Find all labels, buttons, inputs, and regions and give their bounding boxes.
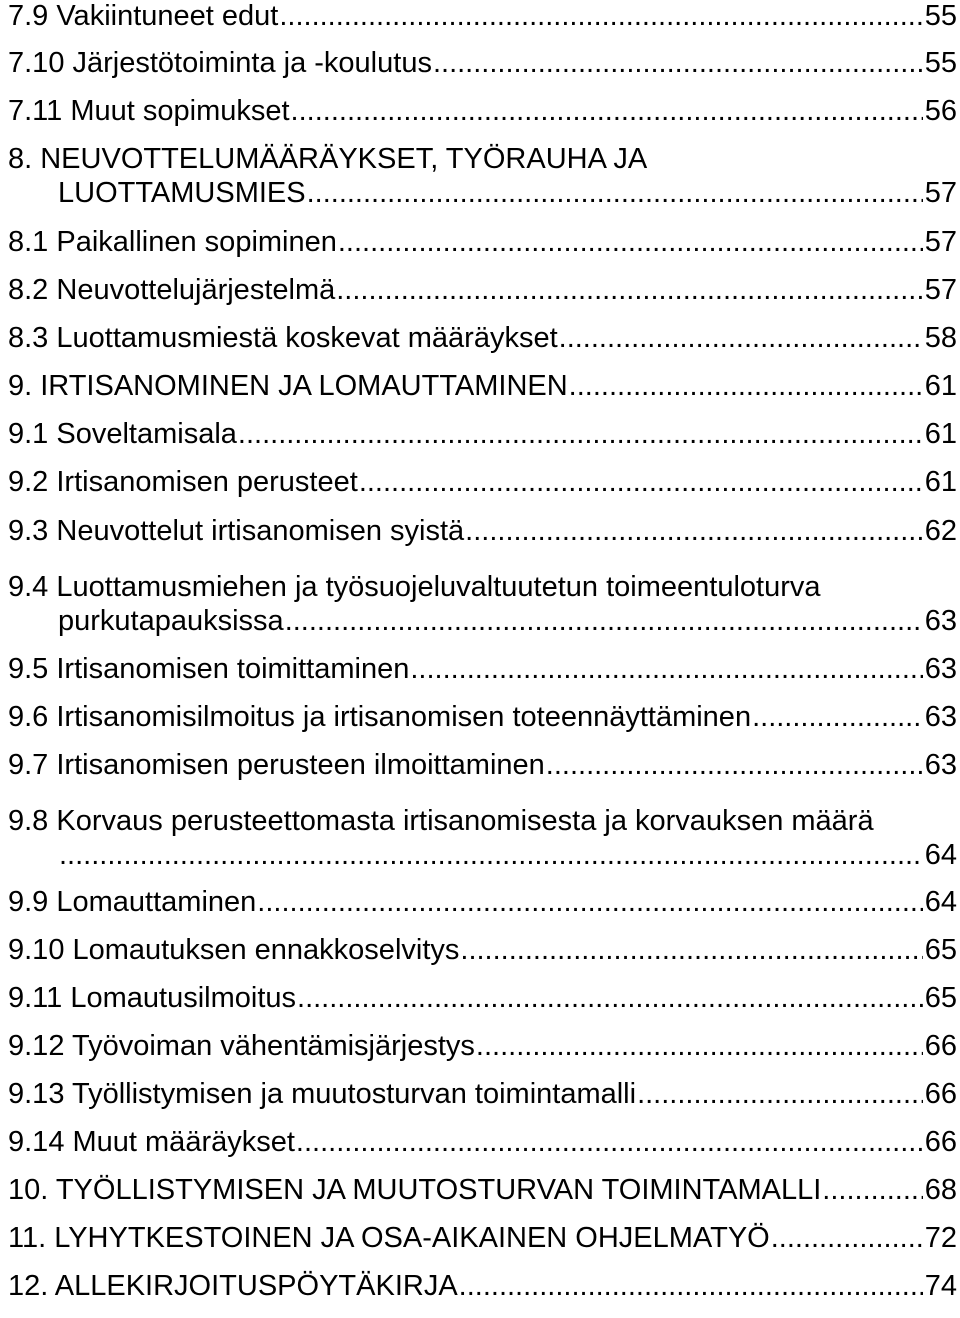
dot-leader <box>257 886 922 918</box>
toc-page-number: 61 <box>924 370 957 402</box>
toc-entry[interactable] <box>0 1174 960 1222</box>
toc-entry-title: 9.3 Neuvottelut irtisanomisen syistä <box>8 515 465 547</box>
toc-entry[interactable] <box>0 1030 960 1078</box>
toc-entry-title: 8.1 Paikallinen sopiminen <box>8 226 337 258</box>
toc-page-number: 66 <box>924 1030 957 1062</box>
dot-leader <box>433 47 923 79</box>
dot-leader <box>465 515 923 547</box>
toc-page-number: 55 <box>924 47 957 79</box>
toc-entry-title: 7.10 Järjestötoiminta ja -koulutus <box>8 47 432 79</box>
toc-page-number: 63 <box>924 701 957 733</box>
toc-entry[interactable] <box>0 226 960 274</box>
toc-entry-title: 9.8 Korvaus perusteettomasta irtisanomisesta ja korvauksen määrä <box>8 805 874 837</box>
toc-page-number: 63 <box>924 653 957 685</box>
toc-entry-title: 9. IRTISANOMINEN JA LOMAUTTAMINEN <box>8 370 568 402</box>
toc-entry[interactable] <box>0 95 960 143</box>
toc-entry[interactable] <box>0 886 960 934</box>
toc-page-number: 57 <box>924 226 957 258</box>
toc-page-number: 66 <box>924 1126 957 1158</box>
toc-entry-title: 10. TYÖLLISTYMISEN JA MUUTOSTURVAN TOIMINTAMALLI <box>8 1174 822 1206</box>
toc-entry[interactable] <box>0 1078 960 1126</box>
dot-leader <box>569 370 923 402</box>
dot-leader <box>476 1030 923 1062</box>
dot-leader <box>771 1222 923 1254</box>
toc-entry[interactable] <box>0 370 960 418</box>
dot-leader <box>279 0 922 32</box>
toc-page-number: 66 <box>924 1078 957 1110</box>
dot-leader <box>238 418 923 450</box>
toc-entry[interactable] <box>0 418 960 466</box>
toc-entry[interactable] <box>0 322 960 370</box>
dot-leader <box>546 749 923 781</box>
toc-entry-title: 12. ALLEKIRJOITUSPÖYTÄKIRJA <box>8 1270 458 1302</box>
toc-entry[interactable] <box>0 1270 960 1318</box>
toc-page-number: 63 <box>924 605 957 637</box>
toc-entry[interactable] <box>0 805 960 887</box>
toc-page-number: 58 <box>924 322 957 354</box>
toc-entry[interactable] <box>0 274 960 322</box>
toc-page-number: 64 <box>924 839 957 871</box>
toc-page-number: 55 <box>924 0 957 32</box>
toc-entry-title: 9.6 Irtisanomisilmoitus ja irtisanomisen toteennäyttäminen <box>8 701 752 733</box>
toc-page-number: 72 <box>924 1222 957 1254</box>
toc-page-number: 65 <box>924 982 957 1014</box>
dot-leader <box>338 226 923 258</box>
dot-leader <box>59 839 923 871</box>
toc-page-number: 57 <box>924 177 957 209</box>
toc-page-number: 74 <box>924 1270 957 1302</box>
dot-leader <box>822 1174 922 1206</box>
toc-entry[interactable] <box>0 143 960 225</box>
toc-page-number: 63 <box>924 749 957 781</box>
toc-page-number: 56 <box>924 95 957 127</box>
toc-entry[interactable] <box>0 1222 960 1270</box>
toc-page-number: 61 <box>924 466 957 498</box>
toc-entry[interactable] <box>0 653 960 701</box>
toc-page-number: 62 <box>924 515 957 547</box>
toc-page-number: 64 <box>924 886 957 918</box>
toc-entry-title: 9.10 Lomautuksen ennakkoselvitys <box>8 934 460 966</box>
toc-page-number: 61 <box>924 418 957 450</box>
dot-leader <box>307 177 923 209</box>
dot-leader <box>291 95 923 127</box>
dot-leader <box>359 466 923 498</box>
toc-entry-title-continued: LUOTTAMUSMIES <box>58 177 306 209</box>
toc-entry[interactable] <box>0 466 960 514</box>
dot-leader <box>410 653 922 685</box>
toc-entry-title: 11. LYHYTKESTOINEN JA OSA-AIKAINEN OHJELMATYÖ <box>8 1222 770 1254</box>
toc-entry-title: 7.11 Muut sopimukset <box>8 95 290 127</box>
toc-entry[interactable] <box>0 0 960 48</box>
toc-entry-title: 9.4 Luottamusmiehen ja työsuojeluvaltuutetun toimeentuloturva <box>8 571 821 603</box>
toc-entry-title: 8.3 Luottamusmiestä koskevat määräykset <box>8 322 558 354</box>
toc-entry-title: 9.14 Muut määräykset <box>8 1126 295 1158</box>
toc-entry[interactable] <box>0 701 960 749</box>
dot-leader <box>296 1126 923 1158</box>
toc-page-number: 65 <box>924 934 957 966</box>
toc-entry-title: 9.7 Irtisanomisen perusteen ilmoittaminen <box>8 749 545 781</box>
dot-leader <box>460 934 922 966</box>
dot-leader <box>752 701 923 733</box>
dot-leader <box>459 1270 923 1302</box>
toc-page-number: 68 <box>924 1174 957 1206</box>
toc-entry[interactable] <box>0 515 960 563</box>
toc-entry[interactable] <box>0 571 960 653</box>
toc-entry-title: 8.2 Neuvottelujärjestelmä <box>8 274 336 306</box>
toc-entry-title: 9.5 Irtisanomisen toimittaminen <box>8 653 410 685</box>
toc-entry[interactable] <box>0 934 960 982</box>
toc-entry-title: 9.9 Lomauttaminen <box>8 886 257 918</box>
dot-leader <box>637 1078 923 1110</box>
dot-leader <box>285 605 923 637</box>
toc-entry[interactable] <box>0 1126 960 1174</box>
dot-leader <box>336 274 923 306</box>
toc-entry-title: 9.13 Työllistymisen ja muutosturvan toimintamalli <box>8 1078 637 1110</box>
dot-leader <box>559 322 923 354</box>
toc-page-number: 57 <box>924 274 957 306</box>
toc-entry-title: 9.12 Työvoiman vähentämisjärjestys <box>8 1030 475 1062</box>
toc-entry-title: 7.9 Vakiintuneet edut <box>8 0 279 32</box>
toc-entry-title: 9.11 Lomautusilmoitus <box>8 982 297 1014</box>
toc-entry[interactable] <box>0 749 960 797</box>
toc-entry[interactable] <box>0 982 960 1030</box>
dot-leader <box>297 982 923 1014</box>
toc-entry[interactable] <box>0 47 960 95</box>
toc-entry-title: 9.1 Soveltamisala <box>8 418 237 450</box>
toc-entry-title: 8. NEUVOTTELUMÄÄRÄYKSET, TYÖRAUHA JA <box>8 143 648 175</box>
toc-entry-title: 9.2 Irtisanomisen perusteet <box>8 466 358 498</box>
toc-entry-title-continued: purkutapauksissa <box>58 605 284 637</box>
